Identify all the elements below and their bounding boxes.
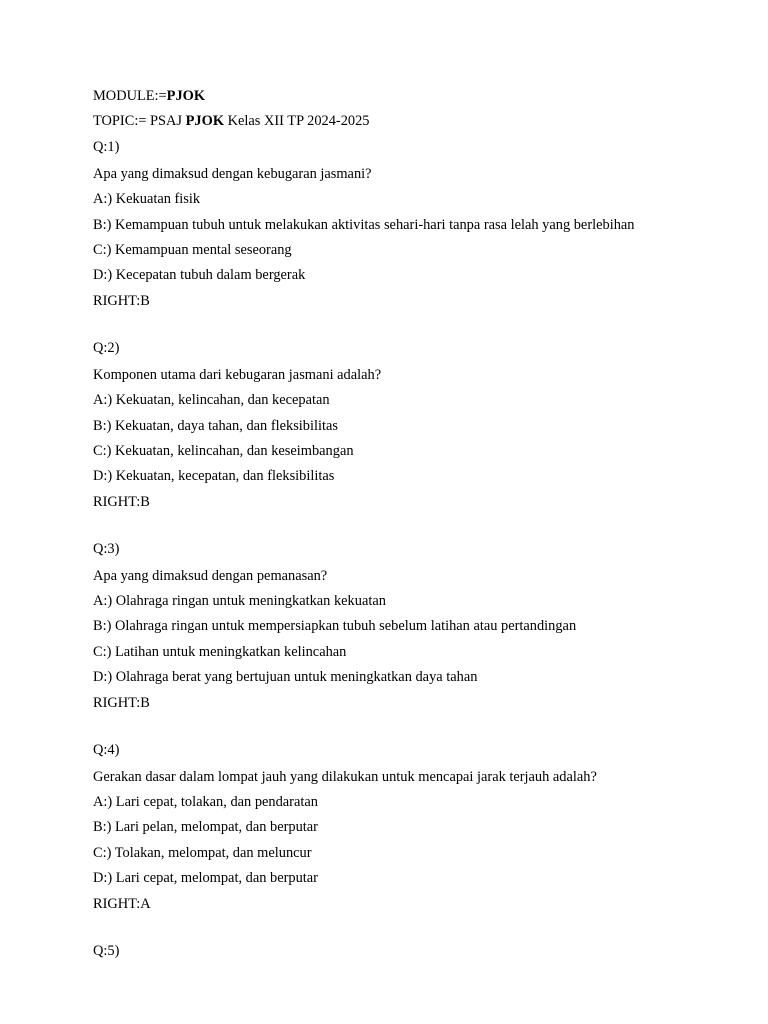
module-line (93, 85, 733, 110)
option-d: D:) Lari cepat, melompat, dan berputar (93, 870, 318, 887)
right-answer: RIGHT:A (93, 895, 151, 912)
option-b: B:) Olahraga ringan untuk mempersiapkan tubuh sebelum latihan atau pertandingan (93, 618, 577, 635)
option-b: B:) Lari pelan, melompat, dan berputar (93, 819, 318, 836)
option-a: A:) Kekuatan, kelincahan, dan kecepatan (93, 392, 330, 409)
option-d: D:) Olahraga berat yang bertujuan untuk meningkatkan daya tahan (93, 669, 478, 686)
module-name: PJOK (166, 88, 206, 104)
right-answer: RIGHT:B (93, 292, 150, 309)
option-a: A:) Kekuatan fisik (93, 191, 201, 208)
option-c: C:) Kemampuan mental seseorang (93, 241, 292, 258)
option-c: C:) Kekuatan, kelincahan, dan keseimbangan (93, 442, 354, 459)
module-prefix: MODULE:= (93, 88, 167, 104)
option-b: B:) Kekuatan, daya tahan, dan fleksibilitas (93, 417, 338, 434)
topic-bold: PJOK (185, 113, 225, 130)
question-label: Q:5) (93, 942, 120, 959)
topic-prefix: TOPIC:= PSAJ (93, 113, 186, 130)
question-label: Q:3) (93, 540, 120, 557)
topic-suffix: Kelas XII TP 2024-2025 (224, 113, 370, 130)
question-label: Q:2) (93, 339, 120, 356)
question-text: Komponen utama dari kebugaran jasmani adalah? (93, 366, 382, 383)
right-answer: RIGHT:B (93, 694, 150, 711)
option-b: B:) Kemampuan tubuh untuk melakukan aktivitas sehari-hari tanpa rasa lelah yang berlebihan (93, 216, 635, 233)
option-c: C:) Latihan untuk meningkatkan kelincahan (93, 643, 347, 660)
option-a: A:) Lari cepat, tolakan, dan pendaratan (93, 794, 318, 811)
option-c: C:) Tolakan, melompat, dan meluncur (93, 844, 312, 861)
question-text: Apa yang dimaksud dengan kebugaran jasmani? (93, 165, 372, 182)
topic-line (93, 110, 733, 135)
option-a: A:) Olahraga ringan untuk meningkatkan kekuatan (93, 593, 386, 610)
question-label: Q:1) (93, 138, 120, 155)
document-page (93, 85, 733, 967)
question-text: Apa yang dimaksud dengan pemanasan? (93, 567, 328, 584)
right-answer: RIGHT:B (93, 493, 150, 510)
option-d: D:) Kekuatan, kecepatan, dan fleksibilitas (93, 468, 335, 485)
question-text: Gerakan dasar dalam lompat jauh yang dilakukan untuk mencapai jarak terjauh adalah? (93, 768, 597, 785)
question-label: Q:4) (93, 741, 120, 758)
option-d: D:) Kecepatan tubuh dalam bergerak (93, 267, 306, 284)
